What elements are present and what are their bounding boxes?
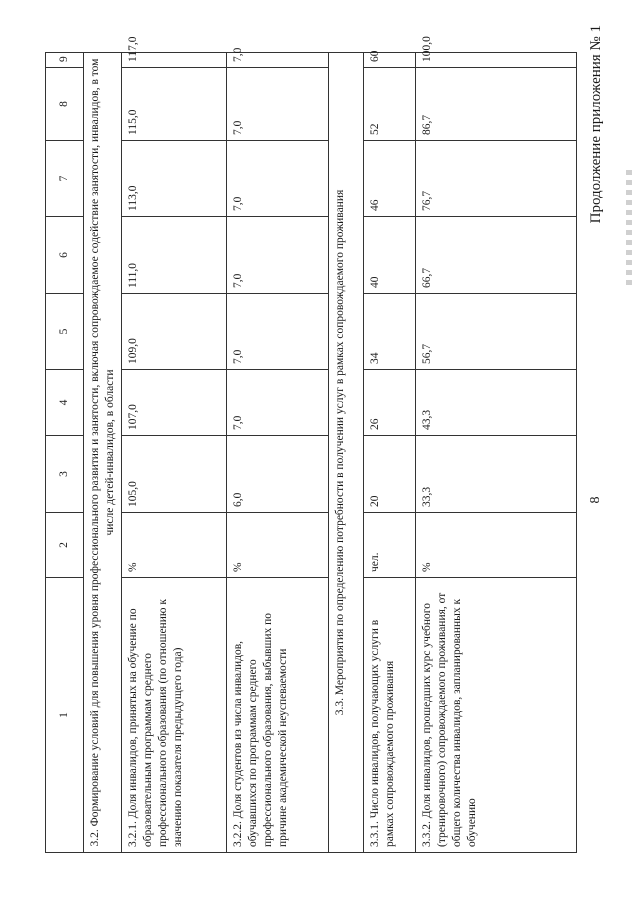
- scan-artifact-mark: [626, 165, 632, 285]
- section-row-3-2: [84, 53, 122, 853]
- value-3-3-1-col3: 20: [364, 436, 416, 513]
- indicator-3-3-2: 3.3.2. Доля инвалидов, прошедших курс учебного (тренировочного) сопровождаемого проживания, от общего количества инвалидов, запланированных к обучению: [416, 578, 577, 853]
- value-3-2-2-col8: 7,0: [227, 68, 329, 141]
- section-row-3-3: [329, 53, 364, 853]
- value-3-3-1-col7: 46: [364, 141, 416, 217]
- section-heading-3-2: 3.2. Формирование условий для повышения уровня профессионального развития и занятости, включая сопровождаемое содействие занятости, инвалидов, в том числе детей-инвалидов, в области: [84, 53, 122, 853]
- column-number-9: 9: [46, 53, 84, 68]
- value-3-3-1-col8: 52: [364, 68, 416, 141]
- unit-3-3-2: %: [416, 513, 577, 578]
- table-row-3-2-1: [122, 53, 227, 853]
- value-3-3-1-col4: 26: [364, 370, 416, 436]
- value-3-2-1-col5: 109,0: [122, 294, 227, 370]
- indicator-3-2-1: 3.2.1. Доля инвалидов, принятых на обучение по образовательным программам среднего профессионального образования (по отношению к значению показателя предыдущего года): [122, 578, 227, 853]
- value-3-3-2-col9: 100,0: [416, 53, 577, 68]
- indicator-3-2-2: 3.2.2. Доля студентов из числа инвалидов, обучавшихся по программам среднего профессионального образования, выбывших по причине академической неуспеваемости: [227, 578, 329, 853]
- value-3-2-1-col8: 115,0: [122, 68, 227, 141]
- value-3-2-2-col9: 7,0: [227, 53, 329, 68]
- unit-3-3-1: чел.: [364, 513, 416, 578]
- value-3-2-1-col3: 105,0: [122, 436, 227, 513]
- table-row-3-2-2: [227, 53, 329, 853]
- value-3-2-1-col6: 111,0: [122, 217, 227, 294]
- value-3-3-1-col6: 40: [364, 217, 416, 294]
- section-heading-3-3: 3.3. Мероприятия по определению потребности в получении услуг в рамках сопровождаемого проживания: [329, 53, 364, 853]
- value-3-2-2-col4: 7,0: [227, 370, 329, 436]
- indicator-3-3-1: 3.3.1. Число инвалидов, получающих услуги в рамках сопровождаемого проживания: [364, 578, 416, 853]
- value-3-2-1-col4: 107,0: [122, 370, 227, 436]
- unit-3-2-1: %: [122, 513, 227, 578]
- table-row-3-3-2: [416, 53, 577, 853]
- value-3-3-2-col7: 76,7: [416, 141, 577, 217]
- table-row-3-3-1: [364, 53, 416, 853]
- value-3-2-2-col6: 7,0: [227, 217, 329, 294]
- value-3-3-2-col8: 86,7: [416, 68, 577, 141]
- value-3-2-2-col7: 7,0: [227, 141, 329, 217]
- column-number-row: [46, 53, 84, 853]
- value-3-3-1-col5: 34: [364, 294, 416, 370]
- column-number-6: 6: [46, 217, 84, 294]
- value-3-3-2-col5: 56,7: [416, 294, 577, 370]
- appendix-title: Продолжение приложения № 1: [588, 25, 604, 224]
- column-number-4: 4: [46, 370, 84, 436]
- indicators-table: [45, 36, 577, 853]
- column-number-5: 5: [46, 294, 84, 370]
- column-number-8: 8: [46, 68, 84, 141]
- column-number-2: 2: [46, 513, 84, 578]
- value-3-2-2-col3: 6,0: [227, 436, 329, 513]
- value-3-2-2-col5: 7,0: [227, 294, 329, 370]
- column-number-3: 3: [46, 436, 84, 513]
- value-3-2-1-col9: 117,0: [122, 53, 227, 68]
- column-number-7: 7: [46, 141, 84, 217]
- page-number: 8: [588, 496, 603, 504]
- value-3-3-1-col9: 60: [364, 53, 416, 68]
- column-number-1: 1: [46, 578, 84, 853]
- value-3-3-2-col6: 66,7: [416, 217, 577, 294]
- value-3-3-2-col4: 43,3: [416, 370, 577, 436]
- unit-3-2-2: %: [227, 513, 329, 578]
- value-3-3-2-col3: 33,3: [416, 436, 577, 513]
- value-3-2-1-col7: 113,0: [122, 141, 227, 217]
